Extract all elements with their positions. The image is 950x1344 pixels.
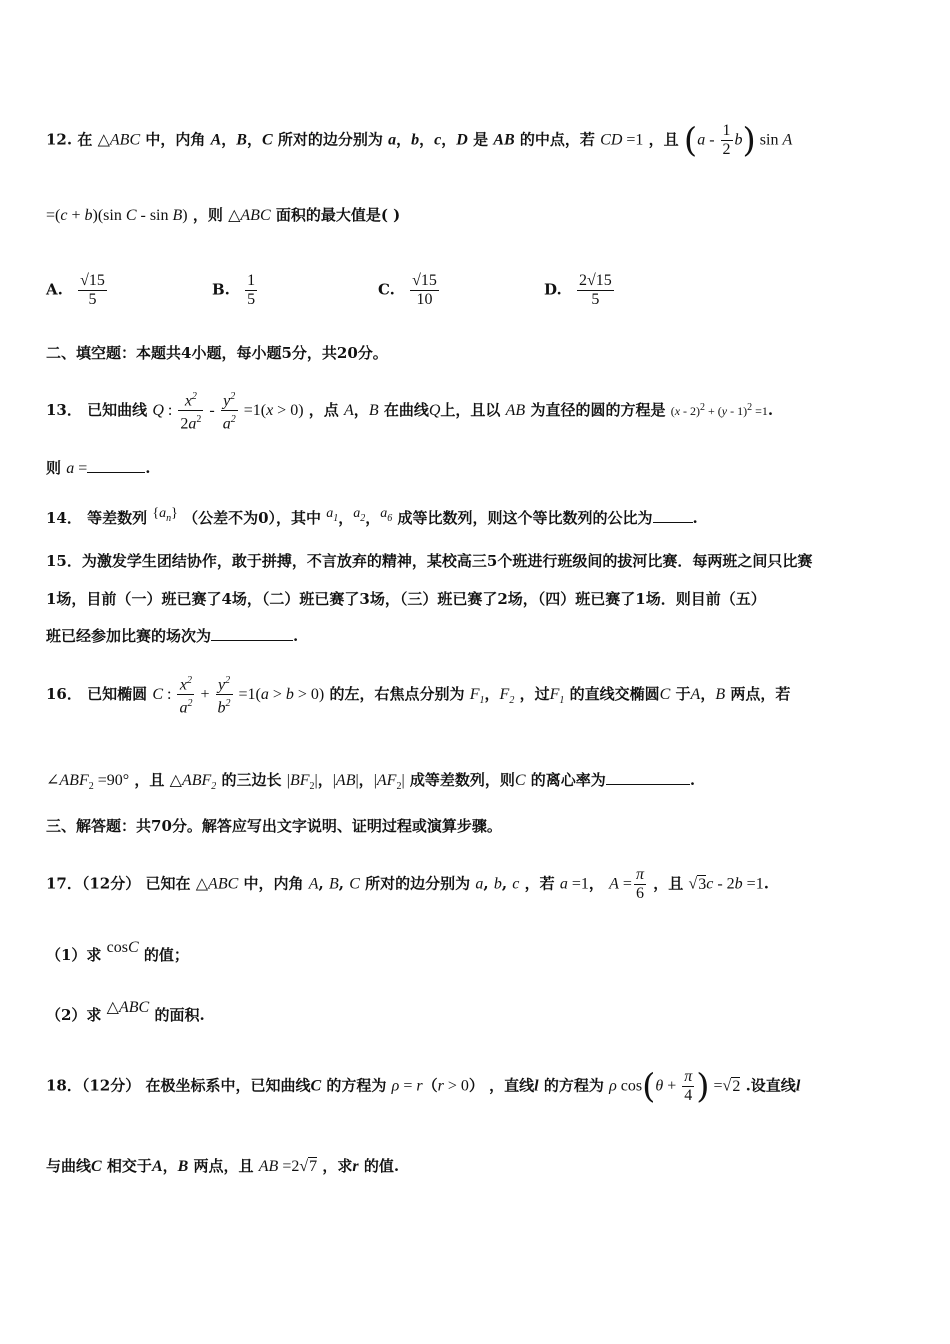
question-12-line-1: 12. 在 △ABC 中，内角 A，B，C 所对的边分别为 a，b，c，D 是 AB 的中点，若 CD =1 ，且 (a - $\frac{1}{2}$ b) sin A xyxy=(46,120,793,161)
question-18-line-2: 与曲线C 相交于A，B 两点，且 AB =2√7 ，求r 的值. xyxy=(46,1157,400,1175)
math-triangle-abc: △ABC xyxy=(97,131,141,149)
math-expression: =( xyxy=(46,207,61,224)
option-c[interactable]: C. $\frac{√15}{10}$ xyxy=(378,272,437,308)
section-3-heading: 三、解答题：共70分。解答应写出文字说明、证明过程或演算步骤。 xyxy=(46,817,502,835)
question-15-line-3: 班已经参加比赛的场次为 . xyxy=(46,627,299,645)
answer-blank[interactable] xyxy=(87,458,145,473)
question-number: 12. xyxy=(46,130,73,149)
option-a[interactable]: A. $\frac{√15}{5}$ xyxy=(46,272,105,308)
math-cd-equals-1: CD xyxy=(600,131,623,149)
question-14: 14． 等差数列 $\{a_n\}$ （公差不为0），其中 $a_1$，$a_2$，$a_6$ 成等比数列，则这个等比数列的公比为 . xyxy=(46,506,698,527)
question-17-part-1: （1）求 cosC 的值； xyxy=(46,939,189,964)
question-15-line-1: 15．为激发学生团结协作，敢于拼搏，不言放弃的精神，某校高三5个班进行班级间的拔河比赛．每两班之间只比赛 xyxy=(46,552,813,570)
question-16-line-1: 16． 已知椭圆 C : $\frac{x^2}{a^2}$ + $\frac{y^2}{b^2}$ =1(a > b > 0) 的左，右焦点分别为 $F_1$，$F_2$ ，过$F_1$ 的直线交椭圆C 于A，B 两点，若 xyxy=(46,672,910,718)
question-18-line-1: 18．（12分） 在极坐标系中，已知曲线C 的方程为 ρ = r（r > 0） ，直线l 的方程为 ρ cos(θ + $\frac{\pi}{4}$ ) =√2 .设直线l xyxy=(46,1066,801,1107)
answer-blank[interactable] xyxy=(606,770,690,785)
section-2-heading: 二、填空题：本题共4小题，每小题5分，共20分。 xyxy=(46,344,388,362)
question-17-line-1: 17．（12分） 已知在 △ABC 中，内角 A, B, C 所对的边分别为 a, b, c ，若 a =1， A = $\frac{\pi}{6}$ ，且 √3c - 2b =1. xyxy=(46,866,769,902)
question-16-line-2: $\angle ABF_2 =90^\circ$ ，且 $\triangle ABF_2$ 的三边长 $|BF_2|$，|AB|，$|AF_2|$ 成等差数列，则C 的离心率为 . xyxy=(46,771,696,793)
question-15-line-2: 1场，目前（一）班已赛了4场，（二）班已赛了3场，（三）班已赛了2场，（四）班已赛了1场．则目前（五） xyxy=(46,590,766,608)
question-13-line-2: 则 a = . xyxy=(46,459,151,477)
fraction-one-half: $\frac{1}{2}$ xyxy=(722,122,731,158)
answer-blank[interactable] xyxy=(211,626,293,641)
option-b[interactable]: B. $\frac{1}{5}$ xyxy=(212,272,256,308)
option-d[interactable]: D. $\frac{2√15}{5}$ xyxy=(544,272,612,308)
question-13-line-1: 13． 已知曲线 Q : $\frac{x^2}{2a^2}$ - $\frac{y^2}{a^2}$ =1(x > 0) ，点 A，B 在曲线Q上，且以 AB 为直径的圆的方程是 (x - 2)$^2$ + (y - 1)$^2$ =1. xyxy=(46,388,910,434)
question-17-part-2: （2）求 △ABC 的面积. xyxy=(46,999,205,1024)
answer-blank[interactable] xyxy=(653,508,693,523)
question-12-line-2: =(c + b)(sin C - sin B) ，则 △ABC 面积的最大值是( ) xyxy=(46,206,401,224)
